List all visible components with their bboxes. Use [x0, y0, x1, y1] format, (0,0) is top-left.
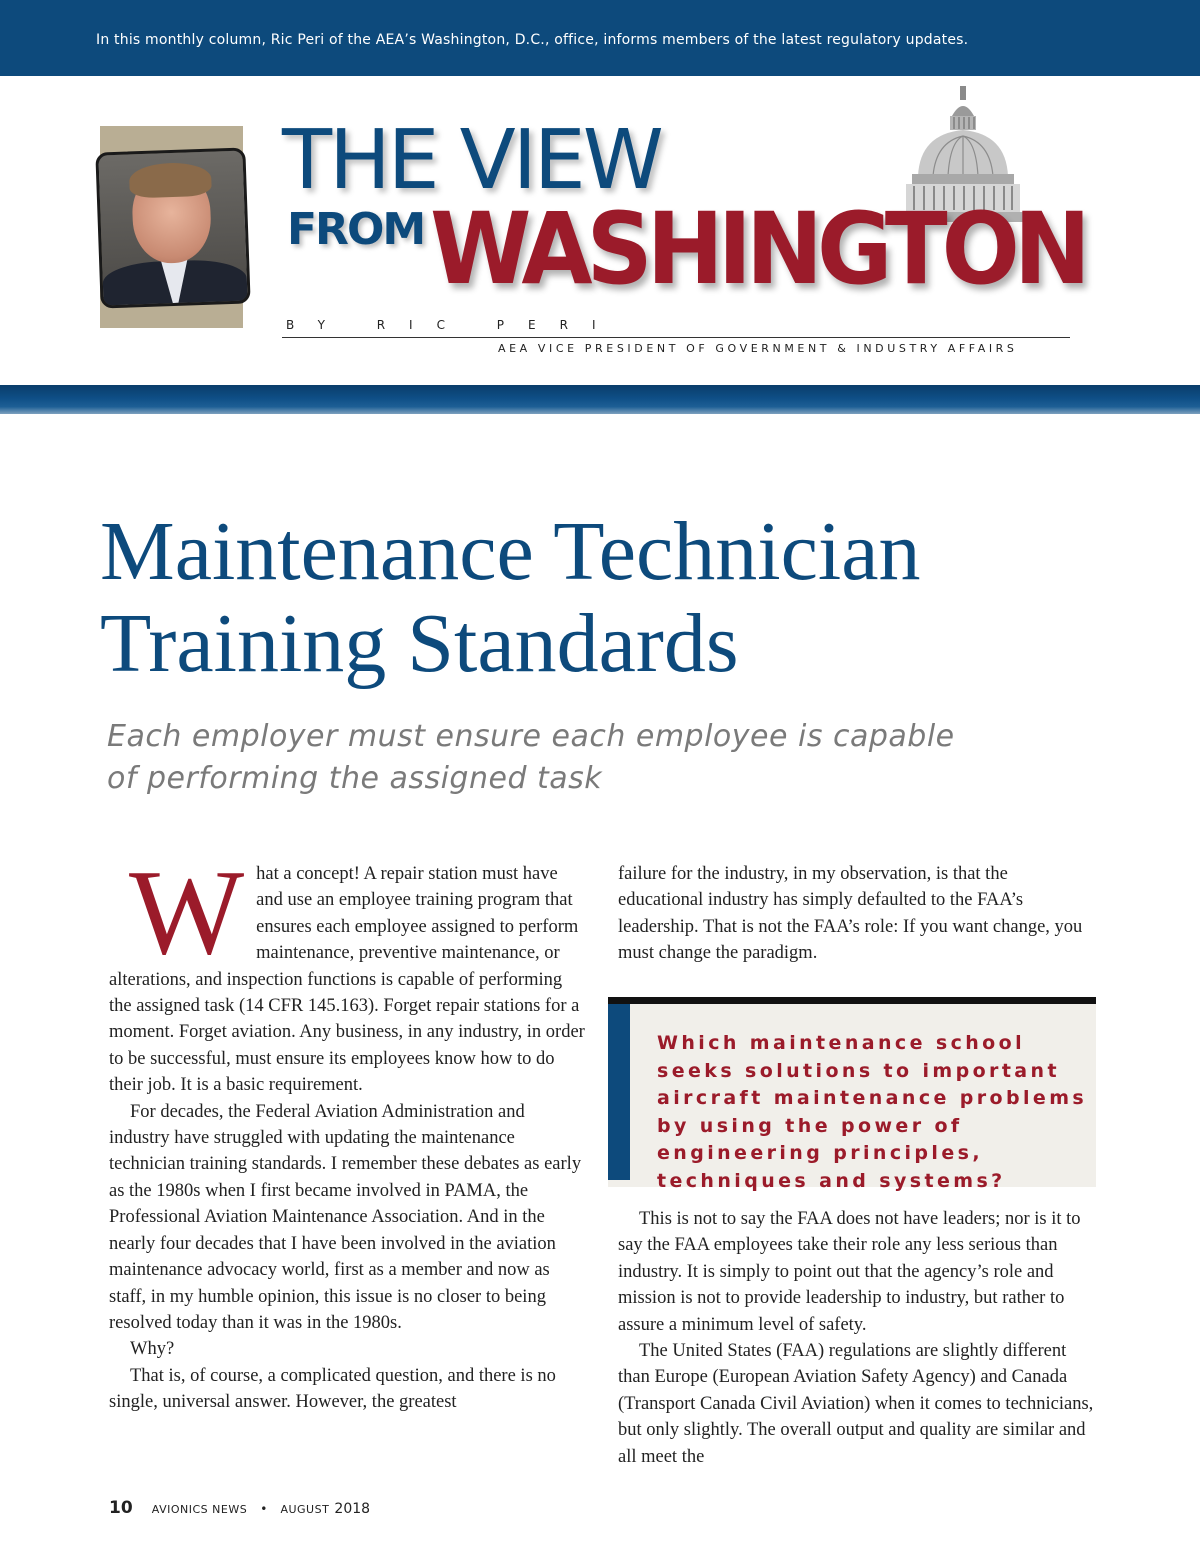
- article-deck: [107, 716, 1007, 800]
- pull-quote-accent-bar: [608, 1004, 630, 1180]
- headline-line-2: Training Standards: [100, 597, 739, 690]
- body-paragraph: Why?: [130, 1339, 175, 1360]
- top-banner: [0, 0, 1200, 76]
- publication-name: AVIONICS NEWS: [151, 1503, 248, 1516]
- body-paragraph: That is, of course, a complicated question, and there is no single, universal answer. However, the greatest: [109, 1365, 556, 1413]
- article-headline: [100, 506, 1140, 690]
- pull-quote-box: [608, 997, 1096, 1192]
- page-number: 10: [109, 1498, 133, 1518]
- issue-month: AUGUST: [280, 1503, 330, 1516]
- issue-year: 2018: [334, 1501, 371, 1517]
- article-column-2-continued: [618, 1206, 1096, 1470]
- body-paragraph: For decades, the Federal Aviation Administration and industry have struggled with updating the maintenance technician training standards. I remember these debates as early as the 1980s when I first became involved in PAMA, the Professional Aviation Maintenance Association. And in the nearly four decades that I have been involved in the aviation maintenance advocacy world, first as a member and now as staff, in my humble opinion, this issue is no closer to being resolved today than it was in the 1980s.: [109, 1101, 582, 1333]
- deck-line-2: of performing the assigned task: [107, 761, 603, 796]
- body-paragraph: The United States (FAA) regulations are slightly different than Europe (European Aviation Safety Agency) and Canada (Transport Canada Civil Aviation) when it comes to technicians, but only slightly. The overall output and quality are similar and all meet the: [618, 1341, 1094, 1467]
- author-role: AEA VICE PRESIDENT OF GOVERNMENT & INDUSTRY AFFAIRS: [498, 342, 1018, 355]
- column-title-washington: WASHINGTON: [430, 191, 1085, 307]
- author-photo: [95, 147, 250, 308]
- column-title-the-view: THE VIEW: [282, 113, 661, 208]
- body-paragraph: failure for the industry, in my observation, is that the educational industry has simply defaulted to the FAA’s leadership. That is not the FAA’s role: If you want change, you must change the paradigm.: [618, 864, 1083, 964]
- pull-quote-text: Which maintenance school seeks solutions to important aircraft maintenance problems by using the power of engineering principles, techniques and systems?: [657, 1032, 1088, 1192]
- page-footer: [109, 1498, 370, 1518]
- byline-divider: [282, 337, 1070, 338]
- author-photo-hair: [129, 162, 212, 199]
- body-paragraph: This is not to say the FAA does not have leaders; nor is it to say the FAA employees take their role any less serious than industry. It is simply to point out that the agency’s role and mission is not to provide leadership to industry, but rather to assure a minimum level of safety.: [618, 1209, 1081, 1335]
- headline-line-1: Maintenance Technician: [100, 505, 921, 598]
- deck-line-1: Each employer must ensure each employee is capable: [107, 719, 955, 754]
- author-byline: BY RIC PERI: [286, 318, 620, 332]
- column-intro: In this monthly column, Ric Peri of the AEA’s Washington, D.C., office, informs members of the latest regulatory updates.: [96, 32, 969, 48]
- article-column-1: [109, 845, 589, 1416]
- header-divider-bar: [0, 385, 1200, 414]
- drop-cap: W: [129, 845, 245, 980]
- footer-separator: •: [260, 1502, 268, 1516]
- article-column-2: [618, 861, 1096, 967]
- body-paragraph: hat a concept! A repair station must have and use an employee training program that ensures each employee assigned to perform maintenance, preventive maintenance, or alterations, and inspection functions is capable of performing the assigned task (14 CFR 145.163). Forget repair stations for a moment. Forget aviation. Any business, in any industry, in order to be successful, must ensure its employees know how to do their job. It is a basic requirement.: [109, 864, 585, 1096]
- column-title-from: FROM: [287, 204, 425, 255]
